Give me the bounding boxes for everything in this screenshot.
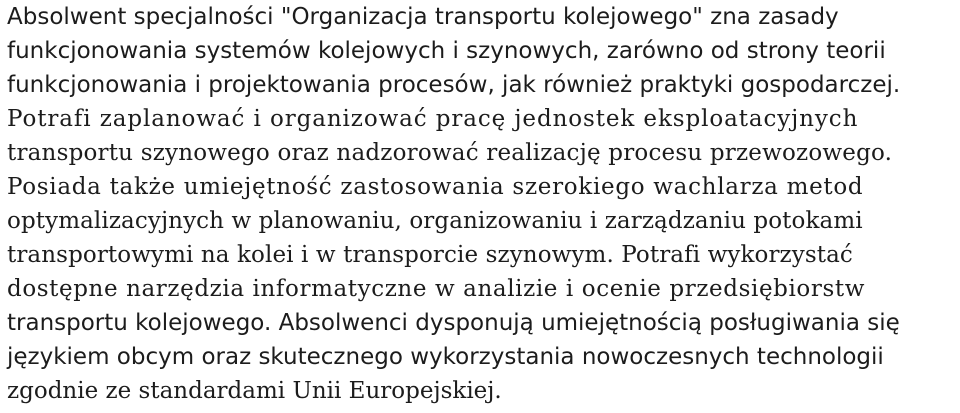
text-line-4: Potrafi zaplanować i organizować pracę jednostek eksploatacyjnych	[7, 106, 859, 132]
text-line-3: funkcjonowania i projektowania procesów, jak również praktyki gospodarczej.	[7, 72, 901, 98]
text-line-8: transportowymi na kolei i w transporcie szynowym. Potrafi wykorzystać	[7, 242, 853, 268]
text-line-10: transportu kolejowego. Absolwenci dysponują umiejętnością posługiwania się	[7, 310, 900, 336]
text-line-9: dostępne narzędzia informatyczne w analizie i ocenie przedsiębiorstw	[7, 276, 866, 302]
text-line-12: zgodnie ze standardami Unii Europejskiej.	[7, 378, 502, 404]
text-line-2: funkcjonowania systemów kolejowych i szynowych, zarówno od strony teorii	[7, 38, 886, 64]
text-line-11: językiem obcym oraz skutecznego wykorzystania nowoczesnych technologii	[7, 344, 884, 370]
text-line-5: transportu szynowego oraz nadzorować realizację procesu przewozowego.	[7, 140, 893, 166]
text-line-7: optymalizacyjnych w planowaniu, organizowaniu i zarządzaniu potokami	[7, 208, 863, 234]
text-line-1: Absolwent specjalności "Organizacja transportu kolejowego" zna zasady	[7, 4, 839, 30]
text-line-6: Posiada także umiejętność zastosowania szerokiego wachlarza metod	[7, 174, 864, 200]
